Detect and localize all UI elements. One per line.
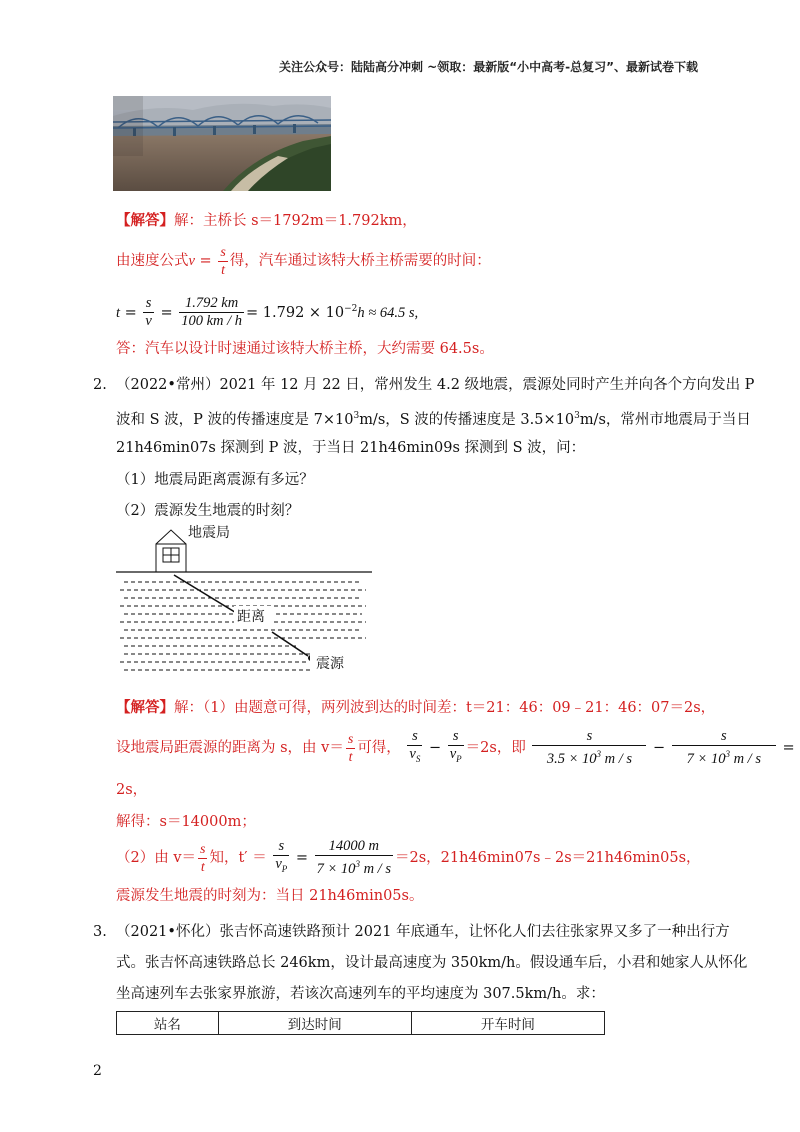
- q2-line3: 21h46min07s 探测到 P 波，于当日 21h46min09s 探测到 S 波，问：: [116, 440, 586, 456]
- q1-calculation: t = $\frac{s}{v}$ = $\frac{1.792 km}{100 km / h}$ = $1.792 \times 10^{-2}h \approx 64.5$ s,: [116, 295, 419, 330]
- table-header-departure: 开车时间: [411, 1012, 604, 1035]
- q3-line1: （2021•怀化）张吉怀高速铁路预计 2021 年底通车，让怀化人们去往张家界又多了一种出行方: [116, 924, 730, 940]
- fraction-s-over-swave: $\frac{s}{3.5 \times 10^3 m / s}$: [532, 728, 646, 768]
- q2-answer-line2: 设地震局距震源的距离为 s，由 v＝ $\frac{s}{t}$ 可得， $\frac{s}{v_S}$ − $\frac{s}{v_P}$ ＝2s，即 $\frac{s}{3.5 \times 10^3 m / s}$ − $\frac{s}{7 \times 10^3 m / s}$ =: [116, 728, 795, 767]
- fraction-s-over-vs: $\frac{s}{v_S}$: [409, 728, 421, 764]
- answer-prefix: 【解答】: [116, 699, 174, 716]
- q2-answer-line5: （2）由 v＝ $\frac{s}{t}$ 知，t′ ＝ $\frac{s}{v_P}$ = $\frac{14000 m}{7 \times 10^3 m / s}$ ＝2s，21h46min07s﹣2s＝21h46min05s，: [116, 838, 701, 877]
- fraction-s-over-vp: $\frac{s}{v_P}$: [275, 838, 288, 874]
- fraction-s-over-t: $\frac{s}{t}$: [347, 731, 354, 765]
- q2-answer-line1: 【解答】解：（1）由题意可得，两列波到达的时间差：t＝21：46：09﹣21：46：07＝2s，: [116, 699, 716, 716]
- q2-answer-line4: 解得：s＝14000m；: [116, 814, 256, 830]
- earthquake-diagram: [116, 520, 372, 680]
- table-header-arrival: 到达时间: [218, 1012, 411, 1035]
- q1-answer-line2: 由速度公式v = $\frac{s}{t}$ 得，汽车通过该特大桥主桥需要的时间：: [116, 244, 491, 278]
- fraction-distance-over-pwave: $\frac{14000 m}{7 \times 10^3 m / s}$: [316, 838, 391, 877]
- label-distance: 距离: [237, 609, 265, 625]
- page-number: 2: [93, 1063, 102, 1079]
- q1-conclusion: 答：汽车以设计时速通过该特大桥主桥，大约需要 64.5s。: [116, 341, 494, 357]
- fraction-s-over-t: $\frac{s}{t}$: [220, 244, 226, 278]
- q2-sub1: （1）地震局距离震源有多远？: [116, 472, 314, 488]
- q2-line2: 波和 S 波，P 波的传播速度是 $7\times 10^3m/s$，S 波的传播速度是 $3.5\times 10^3m/s$，常州市地震局于当日: [116, 411, 751, 428]
- fraction-s-over-v: $\frac{s}{v}$: [145, 295, 152, 330]
- table-header-row: [117, 1012, 605, 1035]
- q2-line1: （2022•常州）2021 年 12 月 22 日，常州发生 4.2 级地震，震源处同时产生并向各个方向发出 P: [116, 377, 755, 393]
- label-source: 震源: [316, 656, 344, 672]
- roof-icon: [156, 530, 186, 544]
- train-schedule-table: [116, 1011, 605, 1035]
- q2-answer-line6: 震源发生地震的时刻为：当日 21h46min05s。: [116, 888, 424, 904]
- q2-number: 2.: [93, 377, 107, 393]
- bridge-photo: [113, 96, 331, 191]
- q3-line3: 坐高速列车去张家界旅游，若该次高速列车的平均速度为 307.5km/h。求：: [116, 986, 605, 1002]
- label-bureau: 地震局: [188, 525, 230, 541]
- fraction-s-over-pwave: $\frac{s}{7 \times 10^3 m / s}$: [672, 728, 776, 768]
- fraction-s-over-t: $\frac{s}{t}$: [200, 841, 206, 875]
- q2-sub2: （2）震源发生地震的时刻？: [116, 503, 300, 519]
- fraction-distance-over-speed: $\frac{1.792 km}{100 km / h}$: [181, 295, 243, 330]
- page-header: 关注公众号：陆陆高分冲刺 ~领取：最新版“小中高考-总复习”、最新试卷下载: [279, 60, 698, 74]
- q2-answer-line3: 2s，: [116, 782, 148, 798]
- fraction-s-over-vp: $\frac{s}{v_P}$: [449, 728, 462, 764]
- q1-answer-line1: 【解答】解：主桥长 s＝1792m＝1.792km，: [116, 212, 417, 229]
- q3-line2: 式。张吉怀高速铁路总长 246km，设计最高速度为 350km/h。假设通车后，小君和她家人从怀化: [116, 955, 748, 971]
- q3-number: 3.: [93, 924, 107, 940]
- answer-prefix: 【解答】: [116, 212, 174, 229]
- table-header-station: 站名: [117, 1012, 219, 1035]
